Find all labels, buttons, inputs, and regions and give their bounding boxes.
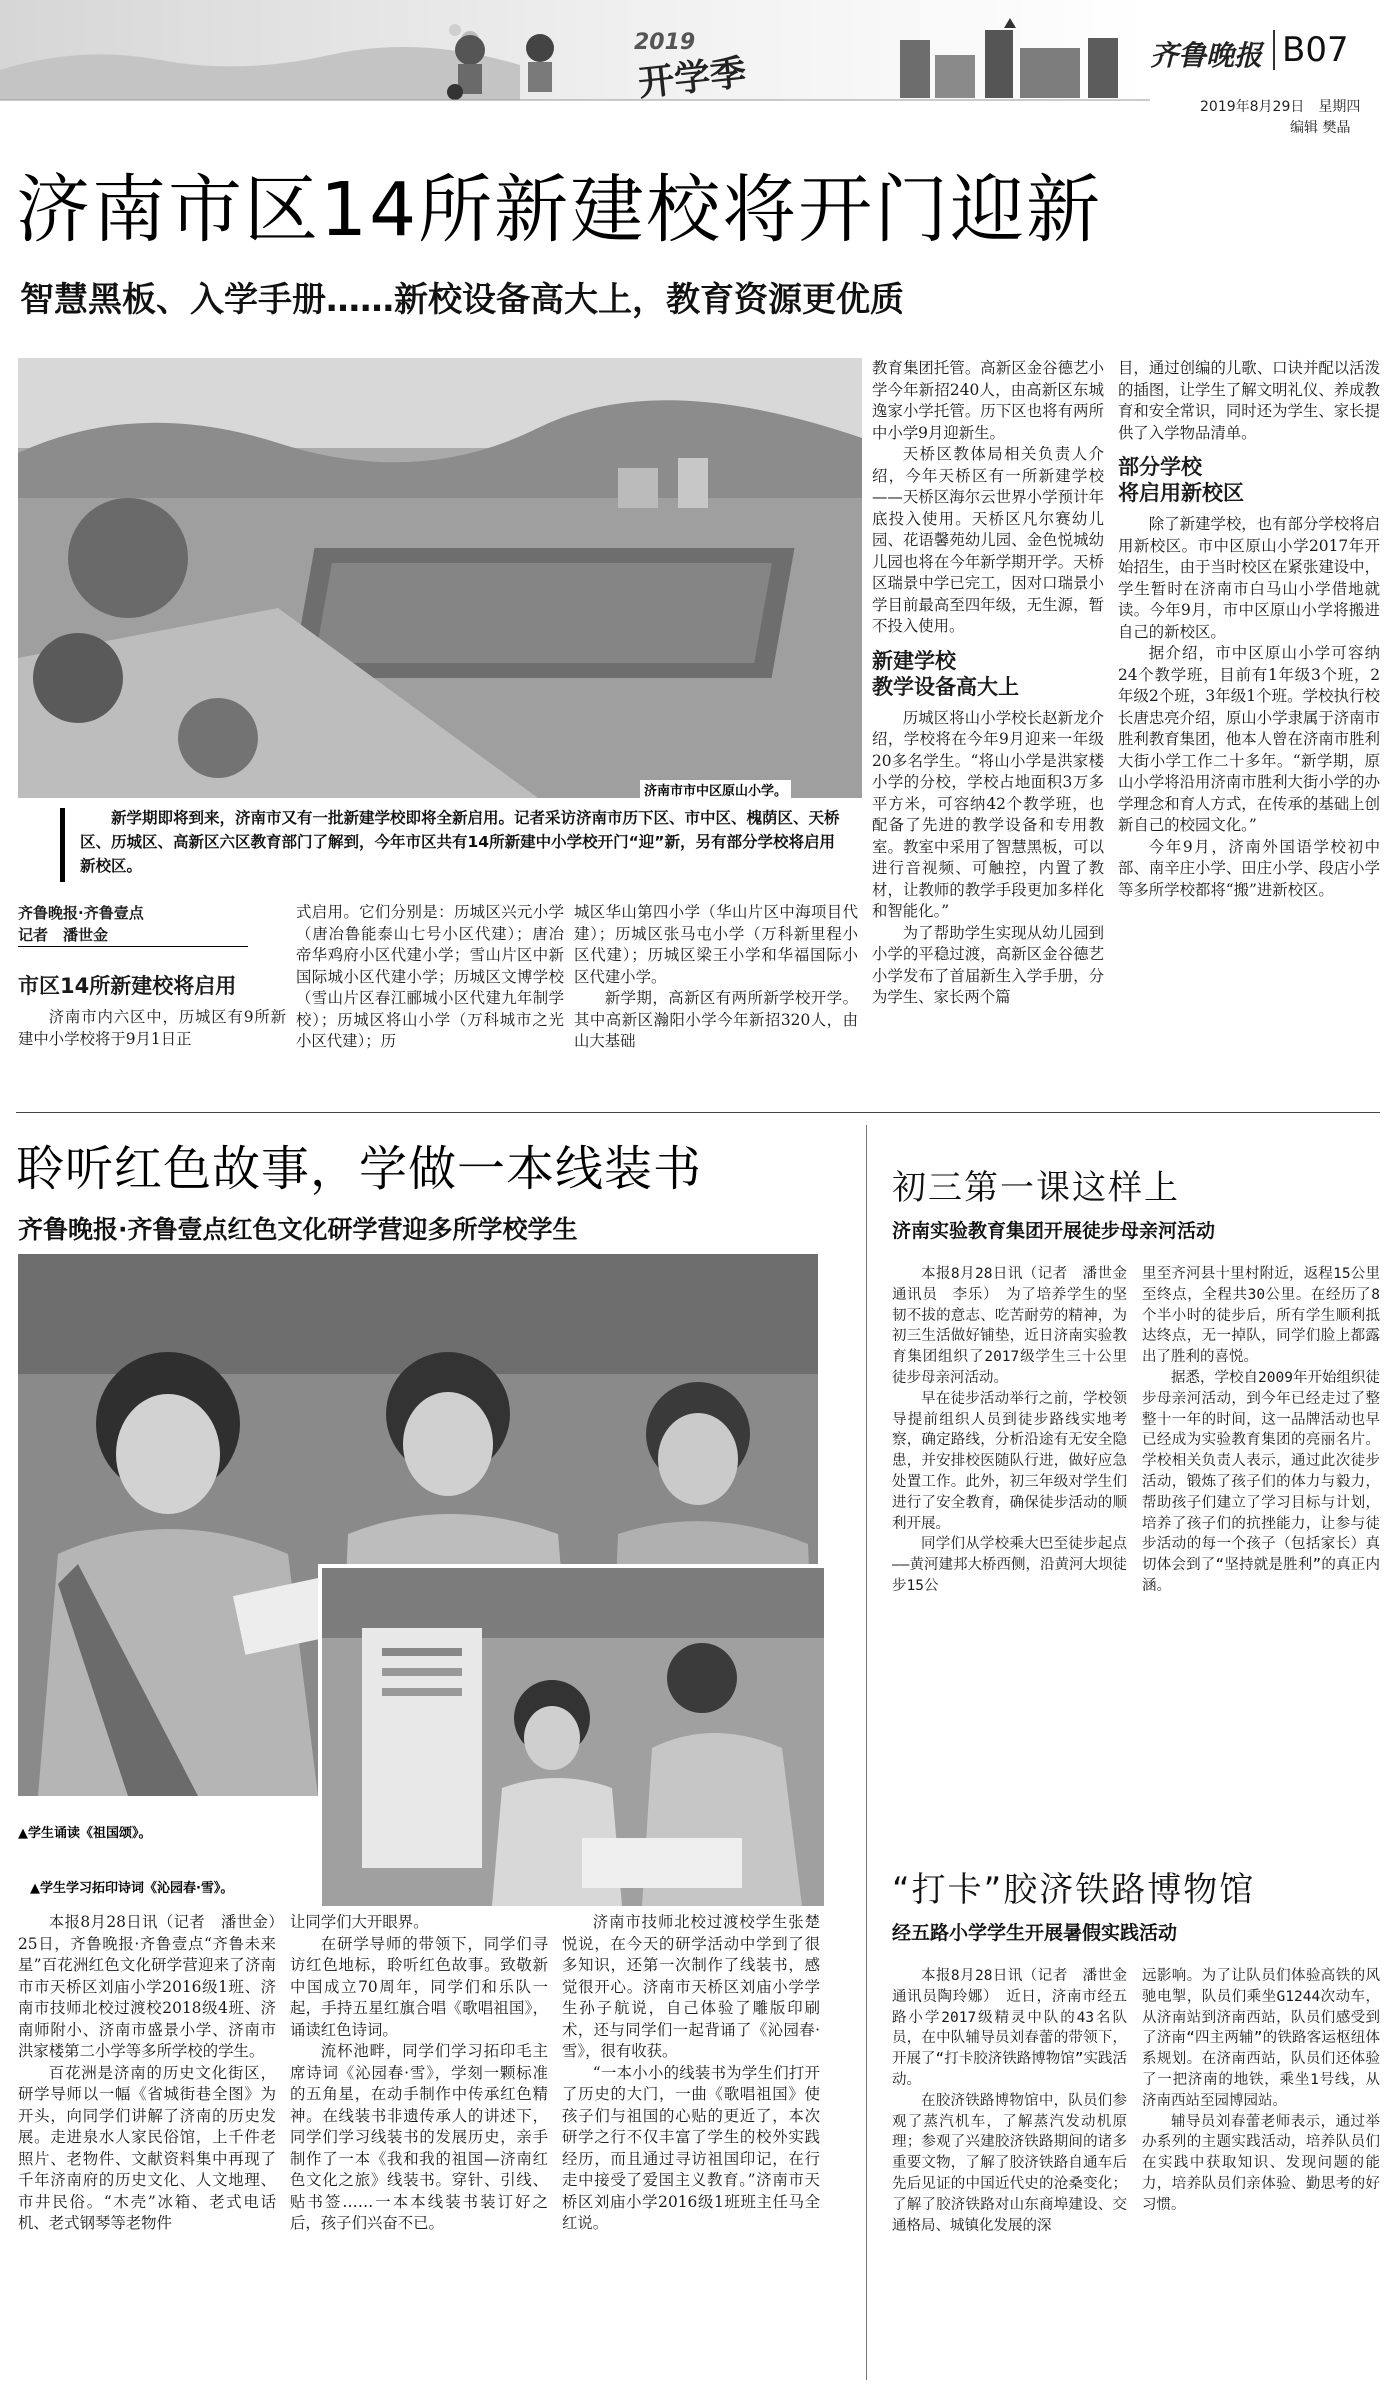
story1-c5b: 除了新建学校，也有部分学校将启用新校区。市中区原山小学2017年开始招生，由于当时校区在紧张建设中，学生暂时在济南市白马山小学借地就读。今年9月，市中区原山小学将搬进自己的新校区。: [1118, 515, 1380, 641]
story2-subhead: 齐鲁晚报·齐鲁壹点红色文化研学营迎多所学校学生: [18, 1215, 578, 1244]
story2-headline: 聆听红色故事，学做一本线装书: [16, 1141, 703, 1197]
story2-col2: [290, 1912, 548, 2382]
page-number: B07: [1282, 30, 1349, 70]
story1-c3b: 新学期，高新区有两所新学校开学。其中高新区瀚阳小学今年新招320人，由山大基础: [574, 989, 858, 1050]
story4-c2a: 远影响。为了让队员们体验高铁的风驰电掣，队员们乘坐G1244次动车，从济南站到济南西站，队员们感受到了济南“四主两辅”的铁路客运枢纽体系规划。在济南西站，队员们还体验了一把济南的地铁，乘坐1号线，从济南西站至园博园站。: [1142, 1968, 1380, 2109]
photo2-caption: ▲学生学习拓印诗词《沁园春·雪》。: [30, 1881, 234, 1896]
page-editor: 编辑 樊晶: [1290, 120, 1351, 136]
story1-c4b: 天桥区教体局相关负责人介绍，今年天桥区有一所新建学校——天桥区海尔云世界小学预计年底投入使用。天桥区凡尔赛幼儿园、花语馨苑幼儿园、金色悦城幼儿园也将在今年新学期开学。天桥区瑞景中学已完工，因对口瑞景小学目前最高至四年级，无生源，暂不投入使用。: [872, 445, 1104, 635]
story1-c5d: 今年9月，济南外国语学校初中部、南辛庄小学、田庄小学、段店小学等多所学校都将“搬”进新校区。: [1118, 837, 1380, 899]
story3-c1c: 同学们从学校乘大巴至徒步起点——黄河建邦大桥西侧，沿黄河大坝徒步15公: [892, 1536, 1127, 1594]
story3-col1: [892, 1264, 1142, 1744]
story1-byline: 齐鲁晚报·齐鲁壹点: [18, 904, 144, 922]
school-photo-caption: 济南市市中区原山小学。: [640, 780, 791, 799]
story2-col1: [18, 1912, 292, 2382]
paper-name: 齐鲁晚报: [1150, 39, 1263, 72]
story4-headline: “打卡”胶济铁路博物馆: [892, 1870, 1256, 1910]
story2-c2a: 让同学们大开眼界。: [290, 1913, 429, 1931]
story3-c1b: 早在徒步活动举行之前，学校领导提前组织人员到徒步路线实地考察，确定路线，分析沿途有无安全隐患，并安排校医随队行进，做好应急处置工作。此外，初三年级对学生们进行了安全教育，确保徒步活动的顺利开展。: [892, 1390, 1127, 1532]
story4-subhead: 经五路小学学生开展暑假实践活动: [892, 1922, 1178, 1944]
story4-col2: [1142, 1966, 1380, 2381]
story1-reporter: 记者 潘世金: [18, 924, 248, 947]
story2-c1a: 本报8月28日讯（记者 潘世金） 25日，齐鲁晚报·齐鲁壹点“齐鲁未来星”百花洲红色文化研学营迎来了济南市市天桥区刘庙小学2016级1班、济南市技师北校过渡校2018级4班、济南师附小、济南市盛景小学、济南市洪家楼第二小学等多所学校的学生。: [18, 1913, 292, 2060]
story4-c1a: 本报8月28日讯（记者 潘世金 通讯员陶玲娜） 近日，济南市经五路小学2017级精灵中队的43名队员，在中队辅导员刘春蕾的带领下，开展了“打卡胶济铁路博物馆”实践活动。: [892, 1968, 1142, 2088]
calligraphy-photo: [318, 1564, 828, 1910]
story1-subhead: 智慧黑板、入学手册……新校设备高大上，教育资源更优质: [20, 280, 904, 320]
masthead-divider: [1273, 30, 1275, 70]
story1-sub3: 部分学校 将启用新校区: [1118, 455, 1244, 505]
issue-date: 2019年8月29日 星期四: [1200, 99, 1361, 115]
story2-col3: [562, 1912, 820, 2382]
story1-c3a: 城区华山第四小学（华山片区中海项目代建）；历城区张马屯小学（万科新里程小区代建）；历城区梁王小学和华福国际小区代建小学。: [574, 903, 858, 986]
story1-lead: 新学期即将到来，济南市又有一批新建学校即将全新启用。记者采访济南市历下区、市中区、槐荫区、天桥区、历城区、高新区六区教育部门了解到，今年市区共有14所新建中小学校开门“迎”新，另有部分学校将启用新校区。: [80, 809, 840, 875]
school-photo: [18, 358, 862, 798]
masthead: [0, 0, 1395, 150]
story2-c2c: 流杯池畔，同学们学习拓印毛主席诗词《沁园春·雪》，学刻一颗标准的五角星，在动手制作中传承红色精神。在线装书非遗传承人的讲述下，同学们学习线装书的发展历史，亲手制作了一本《我和我的祖国—济南红色文化之旅》线装书。穿针、引线、贴书签……一本本线装书装订好之后，孩子们兴奋不已。: [290, 2042, 548, 2232]
story1-c2: 式启用。它们分别是：历城区兴元小学（唐冶鲁能泰山七号小区代建）；唐冶帝华鸡府小区代建小学；雪山片区中新国际城小区代建小学；历城区文博学校（雪山片区春江郦城小区代建九年制学校）；历城区将山小学（万科城市之光小区代建）；历: [296, 903, 564, 1050]
story2-c2b: 在研学导师的带领下，同学们寻访红色地标，聆听红色故事。致敬新中国成立70周年，同学们和乐队一起，手持五星红旗合唱《歌唱祖国》，诵读红色诗词。: [290, 1934, 548, 2039]
section-divider: [16, 1112, 1380, 1113]
story4-c2b: 辅导员刘春蕾老师表示，通过举办系列的主题实践活动，培养队员们在实践中获取知识、发现问题的能力，培养队员们亲体验、勤思考的好习惯。: [1142, 2113, 1380, 2213]
story3-c2a: 里至齐河县十里村附近，返程15公里至终点，全程共30公里。在经历了8个半小时的徒步后，所有学生顺利抵达终点，无一掉队，同学们脸上都露出了胜利的喜悦。: [1142, 1266, 1380, 1366]
story3-c1a: 本报8月28日讯（记者 潘世金 通讯员 李乐） 为了培养学生的坚韧不拔的意志、吃苦耐劳的精神，为初三生活做好铺垫，近日济南实验教育集团组织了2017级学生三十公里徒步母亲河活动。: [892, 1266, 1142, 1386]
section-title: 开学季: [636, 52, 749, 105]
story1-col2: [296, 902, 564, 1102]
column-divider: [866, 1125, 867, 2380]
story1-c4c: 历城区将山小学校长赵新龙介绍，学校将在今年9月迎来一年级20多名学生。“将山小学是洪家楼小学的分校，学校占地面积3万多平方米，可容纳42个教学班，也配备了先进的教学设备和专用教室。教室中采用了智慧黑板，可以进行音视频、可触控，内置了教材，让教师的教学手段更加多样化和智能化。”: [872, 708, 1104, 920]
story3-headline: 初三第一课这样上: [892, 1168, 1180, 1208]
story1-col5: [1118, 358, 1380, 1098]
story2-c3b: “一本小小的线装书为学生们打开了历史的大门，一曲《歌唱祖国》使孩子们与祖国的心贴的更近了，本次研学之行不仅丰富了学生的校外实践经历，而且通过寻访祖国印记，在行走中接受了爱国主义教育。”济南市天桥区刘庙小学2016级1班班主任马全红说。: [562, 2063, 820, 2232]
story2-c3a: 济南市技师北校过渡校学生张楚悦说，在今天的研学活动中学到了很多知识，还第一次制作了线装书，感觉很开心。济南市天桥区刘庙小学学生孙子航说，自己体验了雕版印刷术，还与同学们一起背诵了《沁园春·雪》，很有收获。: [562, 1913, 820, 2060]
story1-c5c: 据介绍，市中区原山小学可容纳24个教学班，目前有1年级3个班，2年级2个班，3年级1个班。学校执行校长唐忠亮介绍，原山小学隶属于济南市胜利教育集团，他本人曾在济南市胜利大街小学工作二十多年。“新学期，原山小学将沿用济南市胜利大街小学的办学理念和育人方式，在传承的基础上创新自己的校园文化。”: [1118, 644, 1380, 834]
story4-col1: [892, 1966, 1142, 2381]
story3-c2b: 据悉，学校自2009年开始组织徒步母亲河活动，到今年已经走过了整整十一年的时间，这一品牌活动也早已经成为实验教育集团的亮丽名片。学校相关负责人表示，通过此次徒步活动，锻炼了孩子们的体力与毅力，帮助孩子们建立了学习目标与计划，培养了孩子们的抗挫能力，让参与徒步活动的每一个孩子（包括家长）真切体会到了“坚持就是胜利”的真正内涵。: [1142, 1369, 1380, 1594]
story1-col4: [872, 358, 1104, 1098]
story1-col1: [18, 902, 286, 1102]
story3-subhead: 济南实验教育集团开展徒步母亲河活动: [892, 1220, 1216, 1242]
story4-c1b: 在胶济铁路博物馆中，队员们参观了蒸汽机车，了解蒸汽发动机原理；参观了兴建胶济铁路期间的诸多重要文物，了解了胶济铁路自通车后先后见证的中国近代史的沧桑变化；了解了胶济铁路对山东商埠建设、交通格局、城镇化发展的深: [892, 2092, 1127, 2234]
story1-c4a: 教育集团托管。高新区金谷德艺小学今年新招240人，由高新区东城逸家小学托管。历下区也将有两所中小学9月迎新生。: [872, 359, 1104, 442]
story1-c5a: 目，通过创编的儿歌、口诀并配以活泼的插图，让学生了解文明礼仪、养成教育和安全常识，同时还为学生、家长提供了入学物品清单。: [1118, 359, 1380, 442]
story3-col2: [1142, 1264, 1380, 1744]
lead-rule: [60, 808, 65, 882]
story1-c1: 济南市内六区中，历城区有9所新建中小学校将于9月1日正: [18, 1008, 286, 1048]
story1-sub2: 新建学校 教学设备高大上: [872, 648, 1019, 699]
story1-sub1: 市区14所新建校将启用: [18, 974, 237, 998]
masthead-year: 2019: [634, 30, 696, 55]
story2-c1b: 百花洲是济南的历史文化街区，研学导师以一幅《省城街巷全图》为开头，向同学们讲解了济南的历史发展。走进泉水人家民俗馆，上千件老照片、老物件、文献资料集中再现了千年济南府的历史文化、人文地理、市井民俗。“木壳”冰箱、老式电话机、老式钢琴等老物件: [18, 2063, 276, 2232]
story1-c4d: 为了帮助学生实现从幼儿园到小学的平稳过渡，高新区金谷德艺小学发布了首届新生入学手册，分为学生、家长两个篇: [872, 923, 1104, 1006]
story1-col3: [574, 902, 858, 1102]
story1-headline: 济南市区14所新建校将开门迎新: [16, 167, 1103, 253]
photo1-caption: ▲学生诵读《祖国颂》。: [18, 1826, 152, 1841]
